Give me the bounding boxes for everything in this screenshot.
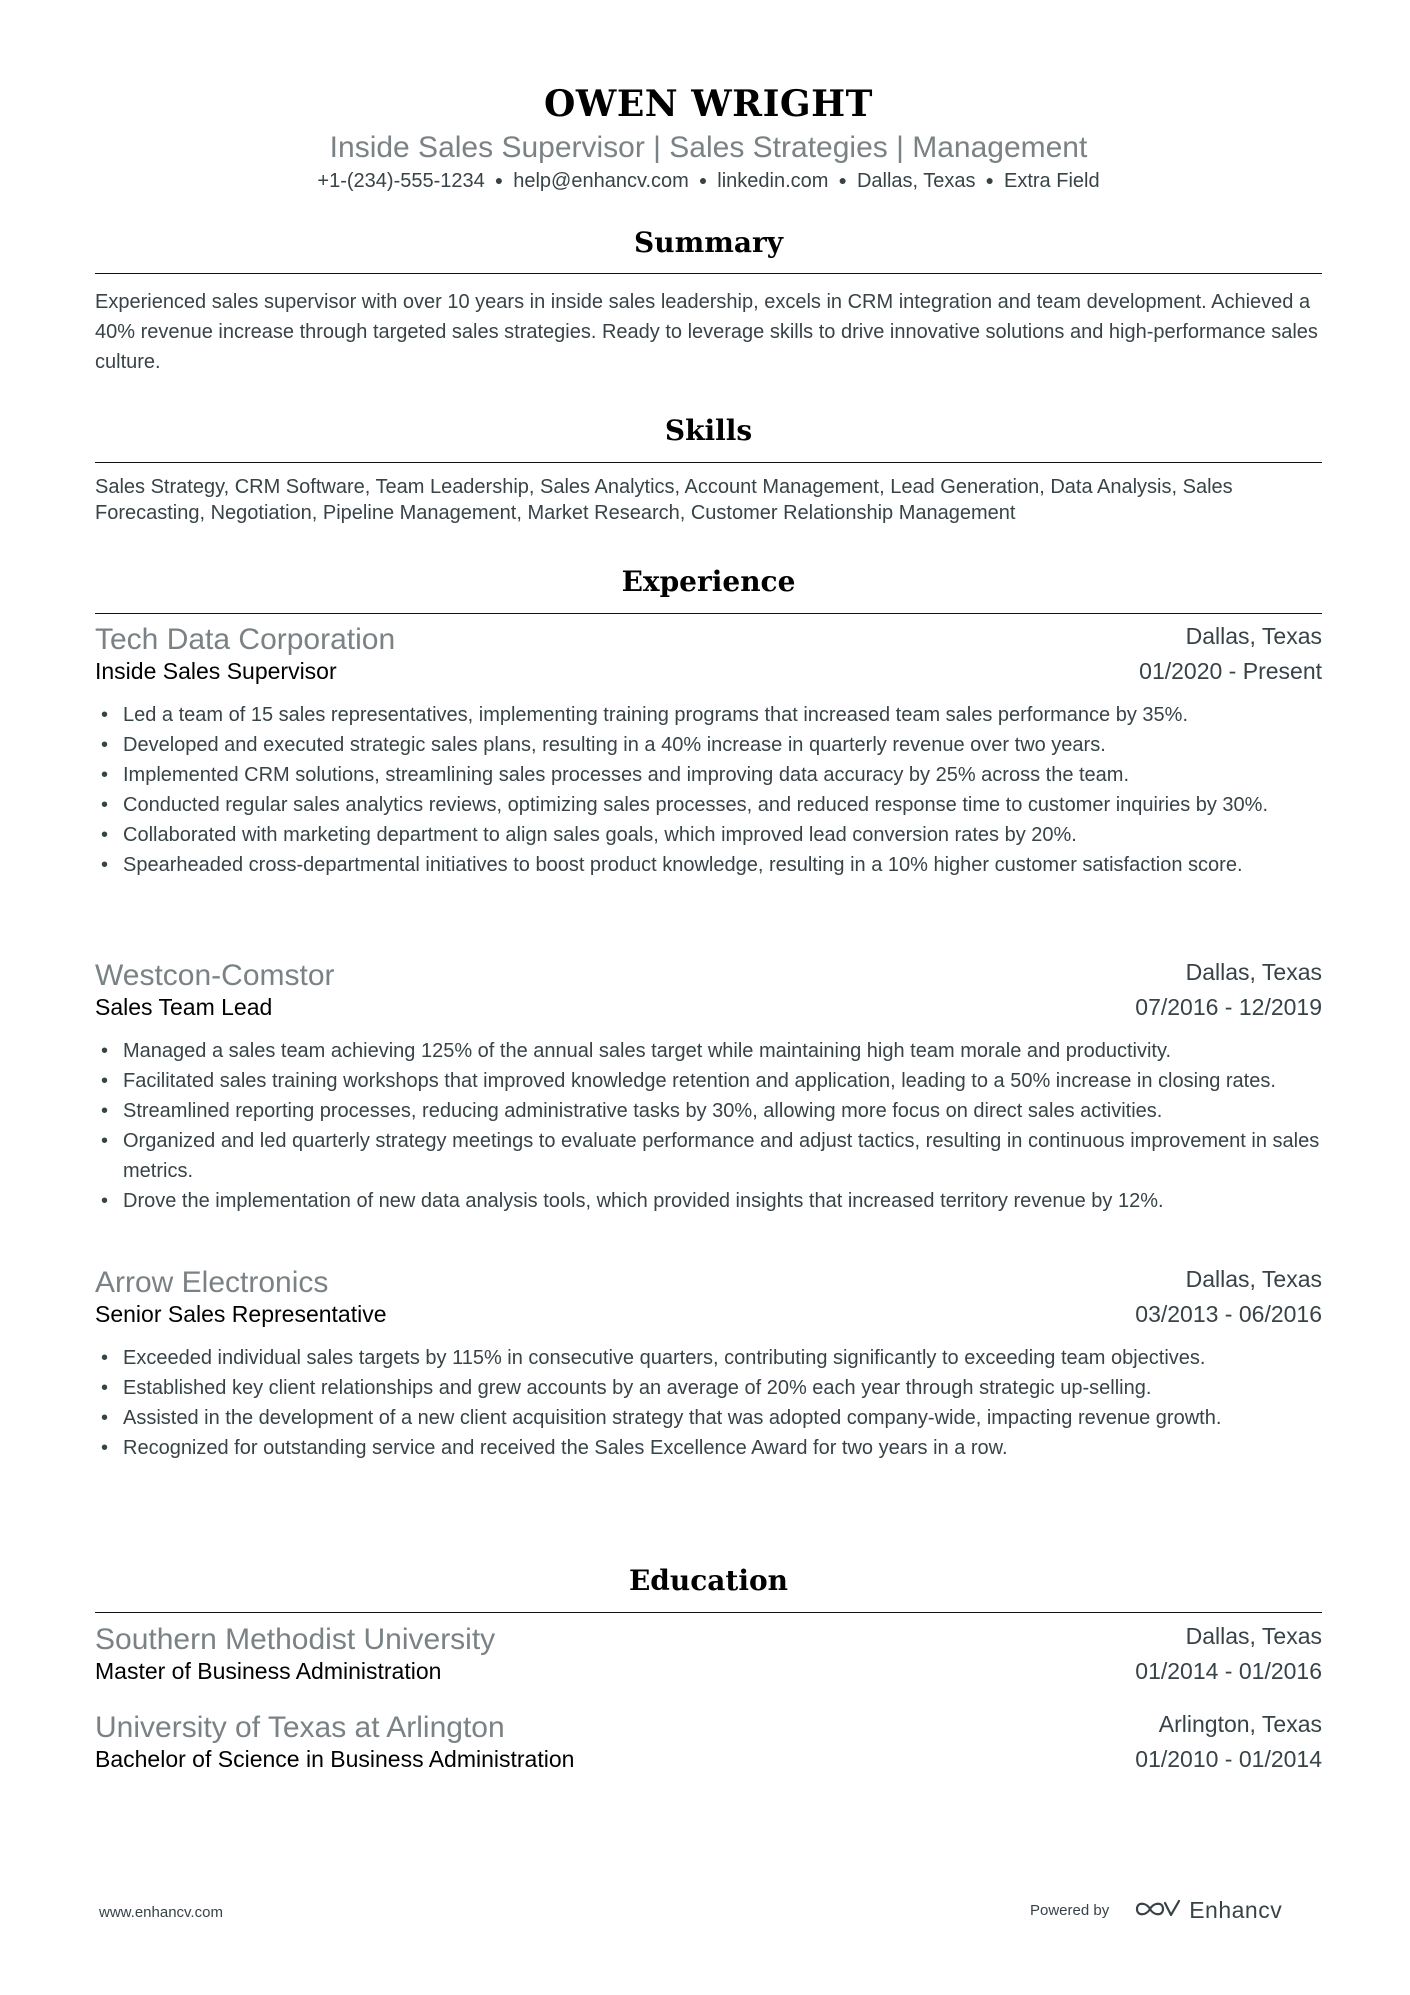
job-bullet: • Established key client relationships and grew accounts by an average of 20% each year through strategic up-selling. — [95, 1373, 1322, 1403]
contact-linkedin[interactable]: linkedin.com — [717, 170, 829, 192]
job-bullet: • Spearheaded cross-departmental initiatives to boost product knowledge, resulting in a 10% higher customer satisfaction score. — [95, 850, 1322, 880]
job-location: Dallas, Texas — [1185, 623, 1322, 649]
job-dates: 07/2016 - 12/2019 — [1135, 994, 1322, 1020]
bullet-separator: ● — [985, 172, 994, 188]
job-location: Dallas, Texas — [1185, 1266, 1322, 1292]
bullet-separator: ● — [494, 172, 504, 188]
summary-text: Experienced sales supervisor with over 10 years in inside sales leadership, excels in CRM integration and team development. Achieved a 40% revenue increase through targeted sales strategies. Ready to leverage skills to drive innovative solutions and high-performance sales culture. — [95, 291, 1318, 373]
enhancv-brand-name[interactable]: Enhancv — [1189, 1897, 1283, 1923]
footer-website-link[interactable]: www.enhancv.com — [99, 1904, 223, 1921]
education-school: University of Texas at Arlington — [95, 1711, 505, 1744]
job-dates: 01/2020 - Present — [1139, 658, 1322, 684]
contact-extra-field: Extra Field — [1003, 170, 1100, 192]
enhancv-logo-svg — [1135, 1898, 1181, 1920]
skills-heading: Skills — [664, 414, 753, 447]
education-degree: Bachelor of Science in Business Administration — [95, 1746, 575, 1772]
enhancv-logo-icon — [1135, 1898, 1181, 1924]
summary-heading: Summary — [634, 226, 783, 259]
experience-heading: Experience — [621, 565, 796, 598]
contact-phone[interactable]: +1-(234)-555-1234 — [317, 170, 485, 192]
job-bullet: • Facilitated sales training workshops that improved knowledge retention and application, leading to a 50% increase in closing rates. — [95, 1066, 1322, 1096]
education-divider — [95, 1612, 1322, 1613]
education-degree: Master of Business Administration — [95, 1658, 442, 1684]
job-bullet: • Managed a sales team achieving 125% of the annual sales target while maintaining high team morale and productivity. — [95, 1036, 1322, 1066]
skills-text: Sales Strategy, CRM Software, Team Leadership, Sales Analytics, Account Management, Lead Generation, Data Analysis, Sales Forecasting, Negotiation, Pipeline Management, Market Research, Customer Relationship Management — [95, 476, 1233, 524]
footer-branding — [1030, 1897, 1282, 1924]
education-school: Southern Methodist University — [95, 1623, 496, 1656]
summary-divider — [95, 273, 1322, 274]
job-company: Westcon-Comstor — [95, 959, 335, 992]
job-bullet: • Organized and led quarterly strategy meetings to evaluate performance and adjust tactics, resulting in continuous improvement in sales metrics. — [95, 1126, 1322, 1186]
education-heading: Education — [628, 1564, 789, 1597]
job-bullet: • Recognized for outstanding service and received the Sales Excellence Award for two years in a row. — [95, 1433, 1322, 1463]
candidate-name: OWEN WRIGHT — [544, 83, 873, 125]
job-bullet: • Drove the implementation of new data analysis tools, which provided insights that increased territory revenue by 12%. — [95, 1186, 1322, 1216]
contact-location: Dallas, Texas — [856, 170, 976, 192]
job-bullet: • Led a team of 15 sales representatives, implementing training programs that increased team sales performance by 35%. — [95, 700, 1322, 730]
experience-divider — [95, 613, 1322, 614]
skills-divider — [95, 462, 1322, 463]
job-bullet: • Streamlined reporting processes, reducing administrative tasks by 30%, allowing more focus on direct sales activities. — [95, 1096, 1322, 1126]
bullet-separator: ● — [698, 172, 708, 188]
job-bullets — [95, 700, 1322, 880]
job-role: Sales Team Lead — [95, 994, 273, 1020]
job-role: Senior Sales Representative — [95, 1301, 387, 1327]
job-bullet: • Implemented CRM solutions, streamlining sales processes and improving data accuracy by 25% across the team. — [95, 760, 1322, 790]
job-dates: 03/2013 - 06/2016 — [1135, 1301, 1322, 1327]
job-company: Arrow Electronics — [95, 1266, 329, 1299]
job-bullets — [95, 1036, 1322, 1216]
job-bullet: • Conducted regular sales analytics reviews, optimizing sales processes, and reduced response time to customer inquiries by 30%. — [95, 790, 1322, 820]
education-location: Arlington, Texas — [1158, 1711, 1322, 1737]
job-company: Tech Data Corporation — [95, 623, 396, 656]
education-location: Dallas, Texas — [1185, 1623, 1322, 1649]
education-dates: 01/2010 - 01/2014 — [1135, 1746, 1322, 1772]
job-bullet: • Assisted in the development of a new client acquisition strategy that was adopted company-wide, impacting revenue growth. — [95, 1403, 1322, 1433]
job-role: Inside Sales Supervisor — [95, 658, 337, 684]
job-bullet: • Collaborated with marketing department to align sales goals, which improved lead conversion rates by 20%. — [95, 820, 1322, 850]
education-dates: 01/2014 - 01/2016 — [1135, 1658, 1322, 1684]
powered-by-label: Powered by — [1030, 1902, 1110, 1919]
contact-email[interactable]: help@enhancv.com — [513, 170, 689, 192]
bullet-separator: ● — [838, 172, 847, 188]
job-location: Dallas, Texas — [1185, 959, 1322, 985]
job-bullets — [95, 1343, 1322, 1463]
contact-line — [95, 170, 1322, 193]
job-bullet: • Developed and executed strategic sales plans, resulting in a 40% increase in quarterly revenue over two years. — [95, 730, 1322, 760]
job-bullet: • Exceeded individual sales targets by 115% in consecutive quarters, contributing significantly to exceeding team objectives. — [95, 1343, 1322, 1373]
candidate-headline: Inside Sales Supervisor | Sales Strategies | Management — [329, 131, 1088, 164]
